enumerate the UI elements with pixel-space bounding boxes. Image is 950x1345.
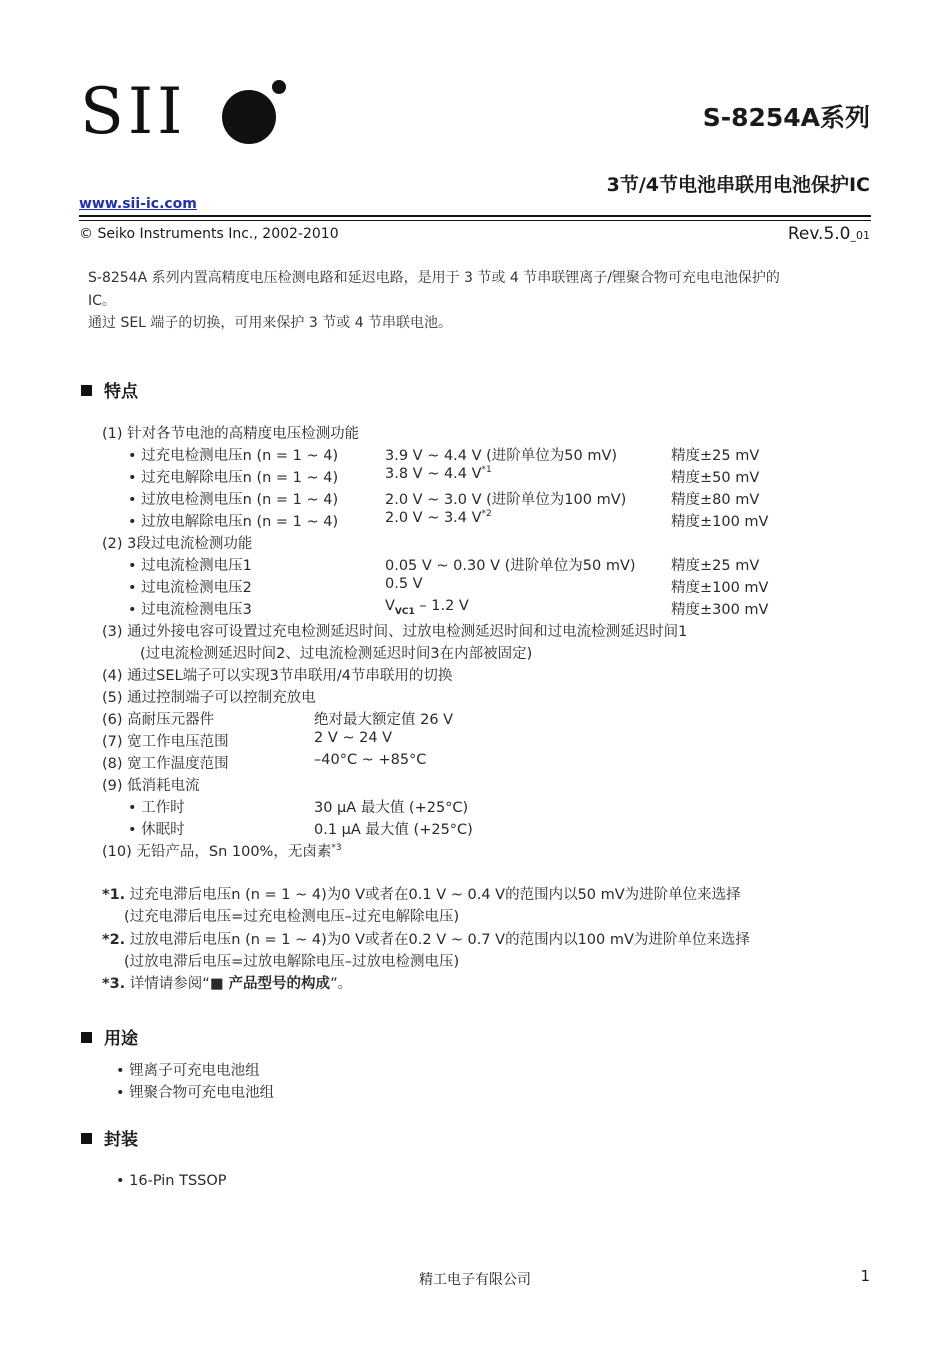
feature-9-sleep-label: • 休眠时 bbox=[128, 822, 185, 838]
intro-line-3: 通过 SEL 端子的切换，可用来保护 3 节或 4 节串联电池。 bbox=[88, 315, 453, 331]
feature-6-label: (6) 高耐压元器件 bbox=[102, 712, 215, 728]
feature-3-continued: (过电流检测延迟时间2、过电流检测延迟时间3在内部被固定) bbox=[140, 646, 533, 662]
features-heading bbox=[81, 377, 138, 402]
feature-2-row-label: • 过电流检测电压1 bbox=[128, 558, 252, 574]
applications-heading-text: 用途 bbox=[104, 1029, 138, 1049]
feature-2-row-range bbox=[385, 598, 469, 617]
note-2-mark: *2. bbox=[102, 932, 126, 948]
series-title: S-8254A系列 bbox=[702, 103, 870, 132]
intro-line-1: S-8254A 系列内置高精度电压检测电路和延迟电路，是用于 3 节或 4 节串联锂离子/锂聚合物可充电电池保护的 bbox=[88, 270, 780, 286]
range-pre: V bbox=[385, 598, 395, 614]
range-subscript: VC1 bbox=[394, 606, 415, 617]
revision bbox=[788, 224, 870, 244]
note-3-text-post: ”。 bbox=[330, 976, 353, 992]
range-text: 3.8 V ~ 4.4 V bbox=[385, 466, 482, 482]
note-1-mark: *1. bbox=[102, 887, 126, 903]
feature-2-row-range: 0.05 V ~ 0.30 V (进阶单位为50 mV) bbox=[385, 558, 636, 574]
feature-10-text: (10) 无铅产品，Sn 100%，无卤素 bbox=[102, 844, 332, 860]
feature-9-sleep-value: 0.1 μA 最大值 (+25°C) bbox=[314, 822, 473, 838]
packages-heading bbox=[81, 1125, 138, 1150]
feature-2-row-label: • 过电流检测电压2 bbox=[128, 580, 252, 596]
website-link[interactable]: www.sii-ic.com bbox=[79, 196, 197, 212]
logo-dot-icon bbox=[272, 80, 286, 94]
feature-2-row-accuracy: 精度±300 mV bbox=[671, 602, 769, 618]
feature-1-row-accuracy: 精度±50 mV bbox=[671, 470, 760, 486]
feature-1-row-accuracy: 精度±80 mV bbox=[671, 492, 760, 508]
footnote-ref: *1 bbox=[481, 465, 492, 475]
footnote-ref: *3 bbox=[331, 843, 342, 853]
note-2-continued: (过放电滞后电压=过放电解除电压–过放电检测电压) bbox=[124, 954, 460, 970]
document-subtitle: 3节/4节电池串联用电池保护IC bbox=[606, 174, 870, 196]
page-number: 1 bbox=[860, 1267, 870, 1285]
feature-7-value: 2 V ~ 24 V bbox=[314, 730, 393, 746]
feature-2-row-label: • 过电流检测电压3 bbox=[128, 602, 252, 618]
revision-suffix: _01 bbox=[850, 229, 870, 242]
feature-10 bbox=[102, 840, 342, 861]
note-3-text-pre: 详情请参阅“ bbox=[125, 976, 210, 992]
feature-1-row-range bbox=[385, 444, 617, 465]
range-post: – 1.2 V bbox=[414, 598, 469, 614]
note-3-reference: ■ 产品型号的构成 bbox=[209, 976, 331, 992]
feature-2: (2) 3段过电流检测功能 bbox=[102, 536, 253, 552]
feature-7-label: (7) 宽工作电压范围 bbox=[102, 734, 229, 750]
feature-9: (9) 低消耗电流 bbox=[102, 778, 200, 794]
feature-1-row-range bbox=[385, 488, 626, 509]
feature-1-row-label: • 过放电解除电压n (n = 1 ~ 4) bbox=[128, 514, 339, 530]
feature-5: (5) 通过控制端子可以控制充放电 bbox=[102, 690, 316, 706]
header-rule-thick bbox=[79, 215, 871, 217]
application-item: • 锂聚合物可充电电池组 bbox=[116, 1085, 275, 1101]
application-item: • 锂离子可充电电池组 bbox=[116, 1063, 260, 1079]
feature-1-row-label: • 过充电解除电压n (n = 1 ~ 4) bbox=[128, 470, 339, 486]
packages-heading-text: 封装 bbox=[104, 1130, 138, 1150]
note-3 bbox=[102, 972, 352, 993]
bullet-square-icon bbox=[81, 1133, 92, 1144]
copyright: © Seiko Instruments Inc., 2002-2010 bbox=[79, 226, 339, 242]
sii-logo-text: SII bbox=[80, 75, 187, 149]
features-heading-text: 特点 bbox=[104, 382, 138, 402]
feature-2-row-accuracy: 精度±100 mV bbox=[671, 580, 769, 596]
feature-1-row-accuracy: 精度±25 mV bbox=[671, 448, 760, 464]
revision-main: Rev.5.0 bbox=[787, 224, 851, 244]
feature-1: (1) 针对各节电池的高精度电压检测功能 bbox=[102, 426, 360, 442]
range-text: 2.0 V ~ 3.4 V bbox=[385, 510, 482, 526]
feature-8-label: (8) 宽工作温度范围 bbox=[102, 756, 229, 772]
bullet-square-icon bbox=[81, 1032, 92, 1043]
header-rule-thin bbox=[79, 220, 871, 221]
range-text: 2.0 V ~ 3.0 V (进阶单位为100 mV) bbox=[385, 492, 627, 508]
feature-2-row-accuracy: 精度±25 mV bbox=[671, 558, 760, 574]
feature-1-row-label: • 过充电检测电压n (n = 1 ~ 4) bbox=[128, 448, 339, 464]
intro-line-2: IC。 bbox=[88, 293, 116, 309]
feature-3: (3) 通过外接电容可设置过充电检测延迟时间、过放电检测延迟时间和过电流检测延迟时间1 bbox=[102, 624, 688, 640]
feature-1-row-label: • 过放电检测电压n (n = 1 ~ 4) bbox=[128, 492, 339, 508]
feature-9-operating-label: • 工作时 bbox=[128, 800, 185, 816]
footer-company: 精工电子有限公司 bbox=[419, 1272, 531, 1288]
bullet-square-icon bbox=[81, 385, 92, 396]
footnote-ref: *2 bbox=[481, 509, 492, 519]
range-text: 3.9 V ~ 4.4 V (进阶单位为50 mV) bbox=[385, 448, 618, 464]
note-1-text: 过充电滞后电压n (n = 1 ~ 4)为0 V或者在0.1 V ~ 0.4 V的范围内以50 mV为进阶单位来选择 bbox=[125, 887, 741, 903]
note-2-text: 过放电滞后电压n (n = 1 ~ 4)为0 V或者在0.2 V ~ 0.7 V的范围内以100 mV为进阶单位来选择 bbox=[125, 932, 750, 948]
feature-6-value: 绝对最大额定值 26 V bbox=[314, 712, 454, 728]
feature-8-value: –40°C ~ +85°C bbox=[314, 752, 427, 768]
feature-1-row-range bbox=[385, 510, 492, 526]
applications-heading bbox=[81, 1024, 138, 1049]
package-item: • 16-Pin TSSOP bbox=[116, 1173, 227, 1189]
note-1-continued: (过充电滞后电压=过充电检测电压–过充电解除电压) bbox=[124, 909, 460, 925]
note-2 bbox=[102, 928, 750, 949]
feature-2-row-range: 0.5 V bbox=[385, 576, 423, 592]
feature-9-operating-value: 30 μA 最大值 (+25°C) bbox=[314, 800, 469, 816]
feature-1-row-accuracy: 精度±100 mV bbox=[671, 514, 769, 530]
feature-1-row-range bbox=[385, 466, 492, 482]
note-1 bbox=[102, 883, 741, 904]
note-3-mark: *3. bbox=[102, 976, 126, 992]
logo-ball-icon bbox=[222, 90, 276, 144]
feature-4: (4) 通过SEL端子可以实现3节串联用/4节串联用的切换 bbox=[102, 668, 453, 684]
